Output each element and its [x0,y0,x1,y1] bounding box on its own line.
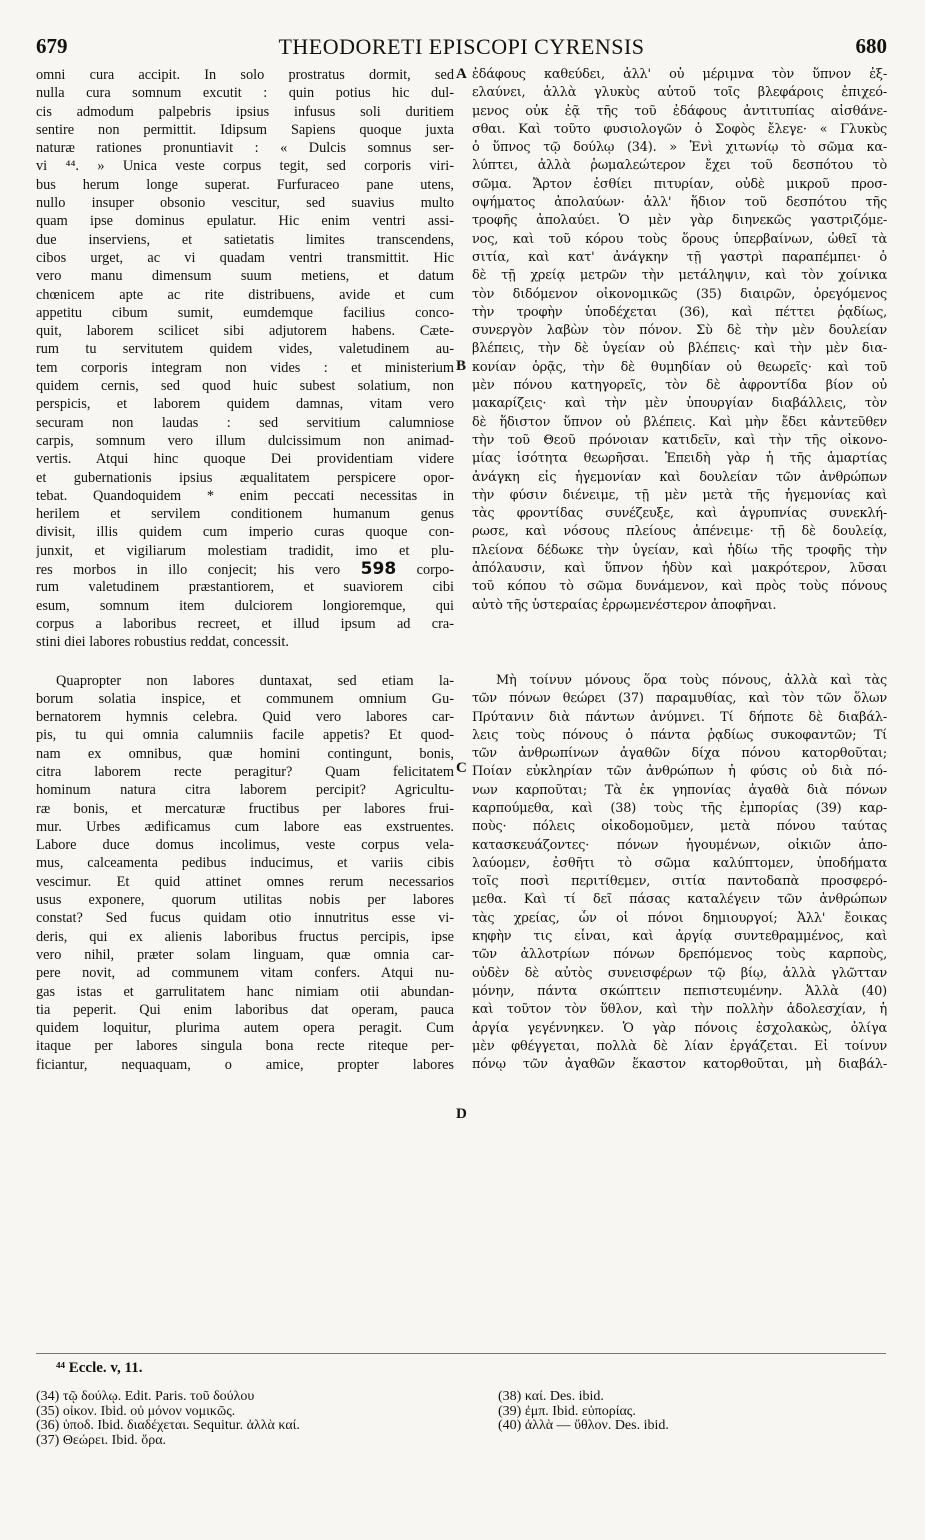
paragraph-gap [36,652,454,672]
latin-line: citra laborem recte peragitur? Quam felicitatem [36,763,454,780]
greek-line: Μὴ τοίνυν μόνους ὅρα τοὺς πόνους, ἀλλὰ καὶ τὰς [496,672,887,688]
latin-line: nullo insuper obsonio vescitur, sed suavius multo [36,195,454,212]
greek-line: τὴν τροφὴν ὑποδέχεται (36), καὶ πέττει ῥᾳδίως, [472,304,887,320]
greek-line: πλείονα δέδωκε τὴν ὑγείαν, καὶ ἡδίω τῆς τροφῆς τὴν [472,542,887,558]
latin-line: junxit, et vigiliarum molestiam tradidit, imo et plu- [36,542,454,559]
scripture-reference-note: ⁴⁴ Eccle. v, 11. [56,1360,143,1376]
greek-line: καρπούμεθα, καὶ (38) τοὺς τῆς ἐμπορίας (39) καρ- [472,800,887,816]
latin-line: quam ipse dominus epulatur. Hic enim ventri assi- [36,213,454,230]
latin-line: due inserviens, et satietatis limites transcendens, [36,231,454,248]
footnote: (37) Θεώρει. Ibid. ὅρα. [36,1432,167,1448]
greek-line: σιτία, καὶ κατ' ἀνάγκην τῇ γαστρὶ παραπέμπει· ὁ [472,249,887,265]
latin-line: rum valetudinem præstantiorem, et suaviorem cibi [36,579,454,596]
latin-line: vertis. Atqui hinc quoque Dei providentiam videre [36,451,454,468]
footnotes-left [36,1390,476,1448]
latin-line: vi ⁴⁴. » Unica veste corpus tegit, sed corporis viri- [36,158,454,175]
greek-line: ἀργία γεγέννηκεν. Ὁ γὰρ πόνοις ἐσχολακὼς, ὀλίγα [472,1020,887,1036]
latin-line: bernatorem hymnis celebra. Quid vero labores car- [36,709,454,726]
running-title: THEODORETI EPISCOPI CYRENSIS [278,34,645,59]
greek-line: τὸν διδόμενον οἰκονομικῶς (35) διαιρῶν, ὀρεγόμενος [472,286,887,302]
greek-line: οὐδὲν δὲ αὐτὸς συνεισφέρων τῷ βίῳ, ἀλλὰ γλῶτταν [472,965,887,981]
latin-line: quidem loquitur, plurima autem opera peragit. Cum [36,1020,454,1037]
latin-line: cibos urget, ac vi quadam ventri transmittit. Hic [36,249,454,266]
footnote: (35) οἰκον. Ibid. οὐ μόνον νομικῶς. [36,1403,236,1419]
greek-line: πόνῳ τῶν ἀγαθῶν ἕκαστον κατορθοῦται, μὴ διαβάλ- [472,1057,887,1073]
right-page-number: 680 [855,34,887,58]
greek-line: λεις τοὺς πόνους ὁ πάντα ῥᾳδίως συκοφαντῶν; Τί [472,727,887,743]
greek-line: τὰς φροντίδας συνέζευξε, καὶ ἀγρυπνίας συνεκλή- [472,506,887,522]
latin-line [36,560,454,578]
latin-line: itaque per labores singula bona recte riteque per- [36,1038,454,1055]
footnote-rule [36,1353,886,1354]
latin-line: deris, qui ex alienis laboribus fructus percipis, ipse [36,928,454,945]
latin-line: gas istas et garrulitatem hanc nimiam otii abundan- [36,983,454,1000]
latin-line: borum solatia inspice, et communem omnium Gu- [36,690,454,707]
latin-line: Labore duce domus incolimus, veste corpus vela- [36,837,454,854]
latin-line: sentire non permittit. Idipsum Sapiens quoque juxta [36,121,454,138]
margin-letter-a: A [456,66,467,82]
margin-letter-c: C [456,760,467,776]
greek-line: αὐτὸ τῆς ὑστεραίας ἐρρωμενέστερον ἀποφῆναι. [472,597,777,613]
greek-line: νων καρποῦται; Τὰ ἐκ γηπονίας ἀγαθὰ διὰ πόνων [472,782,887,798]
greek-line: τοῦ κόπου τὸ σῶμα δυνάμενον, καὶ πρὸς τοὺς πόνους [472,579,887,595]
latin-line: stini diei labores robustius reddat, concessit. [36,634,289,651]
latin-line: herilem et servilem conditionem humanum genus [36,506,454,523]
margin-letter-b: B [456,358,467,374]
margin-letter-d: D [456,1106,467,1122]
latin-line: pis, tu qui omnia calumniis facile appetis? Et quod- [36,727,454,744]
footnote: (39) ἐμπ. Ibid. εὐπορίας. [498,1403,636,1419]
greek-line: συνεργὸν λαβὼν τὸν πόνον. Σὺ δὲ τὴν μὲν δουλείαν [472,323,887,339]
latin-line: appetitu cibum sumit, eumdemque facilius conco- [36,304,454,321]
greek-line: τὴν τοῦ Θεοῦ πρόνοιαν κατιδεῖν, καὶ τὴν τῆς οἰκονο- [472,432,887,448]
latin-line: tia peperit. Qui enim laboribus dat operam, pauca [36,1001,454,1018]
greek-line: ἐδάφους καθεύδει, ἀλλ' οὐ μέριμνα τὸν ὕπνον ἐξ- [472,67,887,82]
greek-line: τῶν ἀνθρωπίνων ἀγαθῶν δίχα πόνου κατορθοῦται; [472,746,887,762]
greek-line: κηφὴν τις εἶναι, καὶ ἀργίᾳ συντεθραμμένος, καὶ [472,929,887,945]
greek-line: μακαρίζεις· καὶ τὴν μὲν ὑπουργίαν διαβάλλεις, τὸν [472,396,887,412]
latin-line: usus exponere, quorum utilitas nobis per labores [36,892,454,909]
paragraph-gap [472,615,887,672]
latin-line: mus, calceamenta pedibus inducimus, et variis cibis [36,855,454,872]
greek-line: λαύομεν, ἐσθῆτι τὸ σῶμα καλύπτομεν, ὑποδήματα [472,855,887,871]
latin-line: nulla cura somnum excutit : quin potius hic dul- [36,85,454,102]
latin-line: naturæ rationes pronuntiavit : « Dulcis somnus ser- [36,140,454,157]
greek-line: βλέπεις, τὴν δὲ ὑγείαν οὐ βλέπεις· καὶ τὴν μὲν δια- [472,341,887,357]
latin-line: esum, somnum item dulciorem longioremque, qui [36,597,454,614]
latin-line: nam ex omnibus, quæ homini contingunt, bonis, [36,745,454,762]
latin-line: omni cura accipit. In solo prostratus dormit, sed [36,67,454,83]
latin-line: bus herum longe superat. Furfuraceo pane utens, [36,176,454,193]
greek-line: κατασκευάζοντες· πόνων ἡγουμένων, οἰκιῶν ἀπο- [472,837,887,853]
latin-line: chœnicem apte ac rite distribuens, avide et cum [36,286,454,303]
latin-line: vescimur. Et quid attinet omnes rerum necessarios [36,873,454,890]
footnote: (34) τῷ δούλῳ. Edit. Paris. τοῦ δούλου [36,1389,255,1404]
latin-column [36,66,454,1074]
greek-line: οψήματος ἀπολαύων· ἀλλ' ἥδιον τοῦ δεσπότου τῆς [472,195,887,211]
greek-line: μενος οὐκ ἐᾷ τῆς τοῦ ἐδάφους ἀντιτυπίας αἰσθάνε- [472,103,887,119]
footnote: (40) ἀλλὰ — ὕθλον. Des. ibid. [498,1418,669,1433]
latin-line: ficiantur, nequaquam, o amice, propter labores [36,1056,454,1073]
footnotes-right [498,1390,898,1434]
greek-line: λύπτει, ἀλλὰ ῥωμαλεώτερον ἔχει τοῦ δεσπότου τὸ [472,158,887,174]
inline-page-number: 598 [360,560,397,579]
greek-line: ὁ ὕπνος τῷ δούλῳ (34). » Ἑνὶ χιτωνίῳ τὸ σῶμα κα- [472,140,887,156]
greek-line: μόνην, πάντα σκώπτειν πεπιστευμένην. Ἀλλὰ (40) [472,983,887,999]
latin-line: tebat. Quandoquidem * enim peccati necessitas in [36,487,454,504]
footnote: (36) ὑποδ. Ibid. διαδέχεται. Sequitur. ἀλλὰ καί. [36,1418,300,1433]
greek-line: τὴν φύσιν διένειμε, τῇ μὲν μετὰ τῆς ἡγεμονίας καὶ [472,487,887,503]
greek-line: μίας ἰσότητα θεωρῆσαι. Ἐπειδὴ γὰρ ἡ τῆς ἁμαρτίας [472,451,887,467]
left-page-number: 679 [36,34,68,58]
latin-line-text: res morbos in illo conjecit; his vero [36,562,341,579]
greek-line: νος, καὶ τοῦ κόρου τοὺς ὅρους ὑπερβαίνων, ὠθεῖ τὰ [472,231,887,247]
greek-line: σθαι. Καὶ τοῦτο φυσιολογῶν ὁ Σοφὸς ἔλεγε· « Γλυκὺς [472,121,887,137]
latin-line: carpis, somnum vero illum dulcissimum non animad- [36,432,454,449]
greek-line: Ποίαν εὐκληρίαν τῶν ἀνθρώπων ἡ φύσις οὐ διὰ πό- [472,764,887,780]
greek-line: δὲ τῇ χρείᾳ μετρῶν τὴν μετάληψιν, καὶ τὸν χοίνικα [472,268,887,284]
latin-line: quit, laborem scilicet sibi adjutorem habens. Cæte- [36,323,454,340]
greek-line: μὲν φθέγγεται, πολλὰ δὲ λίαν ἐργάζεται. Εἰ τοίνυν [472,1038,887,1054]
greek-line: ἀπόλαυσιν, καὶ ὕπνον ἡδὺν καὶ μακρότερον, λῦσαι [472,561,887,577]
greek-line: ἀνάγκη εἰς ἡγεμονίαν καὶ δουλείαν τῶν ἀνθρώπων [472,469,887,485]
greek-line: τοῖς ποσὶ περιτίθεμεν, σιτία παντοδαπὰ προσφερό- [472,874,887,890]
greek-line: μὲν πόνου κατηγορεῖς, τὸν δὲ ἀφροντίδα βίον οὐ [472,378,887,394]
latin-line: et gubernationis ipsius æqualitatem perspicere opor- [36,469,454,486]
latin-line: Quapropter non labores duntaxat, sed etiam la- [56,672,454,689]
latin-line: hominum natura citra laborem percipit? Agricultu- [36,782,454,799]
greek-line: τροφῆς ἀπολαύει. Ὁ μὲν γὰρ διηνεκῶς γαστριζόμε- [472,213,887,229]
latin-line: mur. Urbes ædificamus cum labore eas exstruentes. [36,818,454,835]
greek-line: μεθα. Καὶ τί δεῖ πάσας καταλέγειν τῶν ἀνθρώπων [472,892,887,908]
greek-line: καὶ τοῦτον τὸν ὕθλον, καὶ τὴν πολλὴν ἀδολεσχίαν, ἡ [472,1002,887,1018]
latin-line: vero nihil, præter solam linguam, quæ omnia car- [36,946,454,963]
greek-line: τῶν πόνων θεώρει (37) παραμυθίας, καὶ τὸν τῶν ὅλων [472,691,887,707]
latin-line: cis admodum palpebris ipsius infusus soli duritiem [36,103,454,120]
latin-line: corpus a laboribus recreet, et illud ipsum ad cra- [36,615,454,632]
latin-line: perspicis, et laborem quidem damnas, vitam vero [36,396,454,413]
latin-line: divisit, illis quidem cum imperio curas quoque con- [36,524,454,541]
greek-line: σῶμα. Ἄρτον ἐσθίει πιτυρίαν, οὐδὲ μικροῦ προσ- [472,176,887,192]
latin-line-tail: corpo- [416,562,454,579]
greek-line: ελαύνει, ἀλλὰ γλυκὺς αὐτοῦ τοῖς βλεφάροις ἐπιχεό- [472,85,887,101]
latin-line: quidem cernis, sed quod huic subest solatium, non [36,378,454,395]
latin-line: vero manu dimensum suum metiens, et datum [36,268,454,285]
latin-line: ræ bonis, et mercaturæ fructibus per labores frui- [36,800,454,817]
latin-line: tem corporis integram non vides : et ministerium [36,359,454,376]
greek-line: ρωσε, καὶ νόσους πλείους ἀπένειμε· τῇ δὲ δουλείᾳ, [472,524,887,540]
latin-line: constat? Sed fucus quidam otio innutritus esse vi- [36,910,454,927]
greek-line: τῶν ἀλλοτρίων πόνων δρεπόμενος τοὺς καρποὺς, [472,947,887,963]
latin-line: pere novit, ad communem vitam confers. Atqui nu- [36,965,454,982]
greek-line: ποὺς· πόλεις οἰκοδομοῦμεν, μετὰ πόνου ταύτας [472,819,887,835]
running-header [36,34,887,64]
latin-line: rum tu servitutem quidem vides, valetudinem au- [36,341,454,358]
footnote: (38) καί. Des. ibid. [498,1389,604,1404]
greek-line: κονίαν ὁρᾷς, τὴν δὲ θυμηδίαν οὐ θεωρεῖς· καὶ τοῦ [472,359,887,375]
greek-column [472,66,887,1074]
greek-line: τὰς χρείας, ὧν οἱ πόνοι δημιουργοί; Ἀλλ' ἔοικας [472,910,887,926]
greek-line: Πρύτανιν διὰ πάντων ἀνύμνει. Τί δήποτε δὲ διαβάλ- [472,709,887,725]
latin-line: securam non laudas : sed servitium calumniose [36,414,454,431]
greek-line: δὲ ἥδιστον ὕπνον οὐ βλέπεις. Καὶ μὴν ἔδει κἀντεῦθεν [472,414,887,430]
